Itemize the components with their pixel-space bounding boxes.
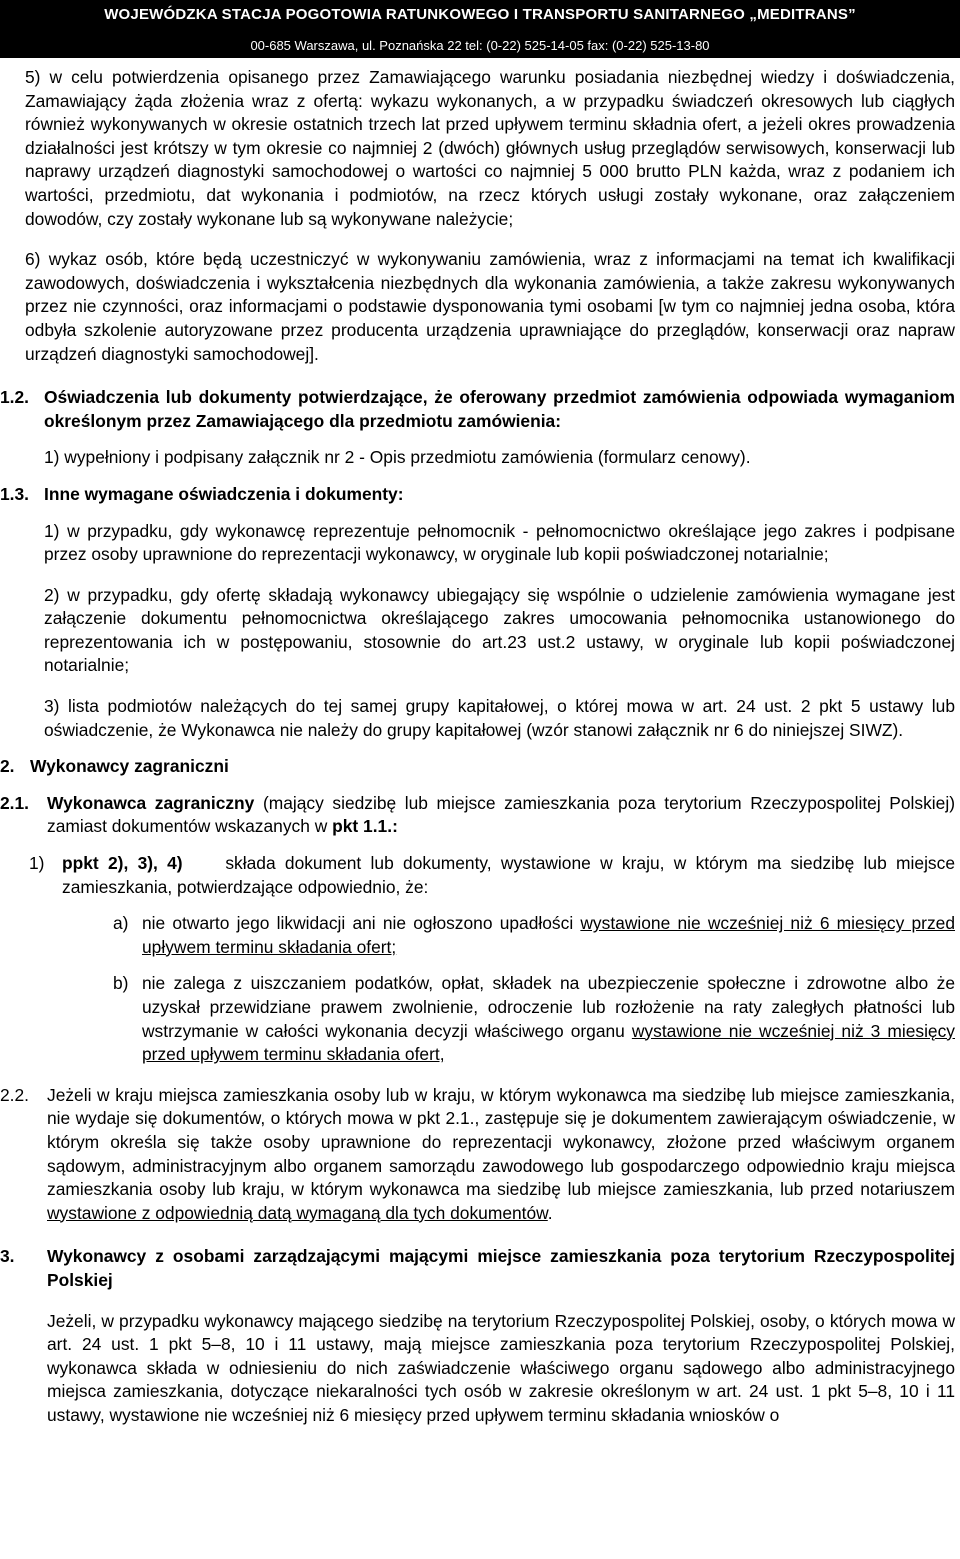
section-number: 1.3.	[0, 483, 30, 504]
section-2-1-text	[47, 792, 955, 839]
header-address: 00-685 Warszawa, ul. Poznańska 22 tel: (0-22) 525-14-05 fax: (0-22) 525-13-80	[250, 38, 710, 53]
section-number: 2.1.	[0, 792, 30, 813]
section-number: 2.	[0, 756, 15, 777]
section-3	[0, 1245, 955, 1292]
section-1-3	[0, 483, 955, 507]
text-span: nie otwarto jego likwidacji ani nie ogłoszono upadłości	[142, 913, 581, 934]
section-1-3-item-3: 3) lista podmiotów należących do tej samej grupy kapitałowej, o której mowa w art. 24 ust. 2 pkt 5 ustawy lub oświadczenie, że Wykonawca nie należy do grupy kapitałowej (wzór stanowi załącznik nr 6 do niniejszej SIWZ).	[44, 696, 955, 740]
section-2	[0, 755, 955, 779]
paragraph-5: 5) w celu potwierdzenia opisanego przez Zamawiającego warunku posiadania niezbędnej wiedzy i doświadczenia, Zamawiający żąda złożenia wraz z ofertą: wykazu wykonanych, a w przypadku świadczeń okresowych lub ciągłych również wykonywanych w okresie ostatnich trzech lat przed upływem terminu składnia ofert, a jeżeli okres prowadzenia działalności jest krótszy w tym okresie co najmniej 2 (dwóch) głównych usług przeglądów serwisowych, konserwacji lub naprawy urządzeń diagnostyki samochodowej o wartości co najmniej 5 000 brutto PLN każda, wraz z podaniem ich wartości, przedmiotu, dat wykonania i podmiotów, na rzecz których usługi zostały wykonane, oraz załączeniem dowodów, czy zostały wykonane lub są wykonywane należycie;	[25, 67, 955, 229]
item-text	[47, 852, 955, 899]
document-body	[0, 66, 956, 1428]
section-number: 2.2.	[0, 1084, 30, 1105]
dash	[192, 852, 216, 876]
section-2-1-item-b	[30, 972, 955, 1066]
bold-ref: pkt 1.1.:	[332, 816, 398, 837]
text-span: składa dokument lub dokumenty, wystawione w kraju, w którym ma siedzibę lub miejsce zamieszkania, potwierdzające odpowiednio, że:	[62, 853, 955, 897]
section-heading: Inne wymagane oświadczenia i dokumenty:	[44, 483, 404, 504]
header-title: WOJEWÓDZKA STACJA POGOTOWIA RATUNKOWEGO I TRANSPORTU SANITARNEGO „MEDITRANS”	[104, 6, 856, 23]
text-span: (mający siedzibę lub miejsce zamieszkania poza terytorium Rzeczypospolitej Polskiej) zamiast dokumentów wskazanych w	[47, 792, 955, 837]
section-1-2	[0, 386, 955, 433]
section-number: 1.2.	[0, 387, 30, 408]
underlined-text: wystawione nie wcześniej niż 3 miesięcy przed upływem terminu składania ofert,	[142, 1020, 955, 1065]
bold-term: Wykonawca zagraniczny	[47, 792, 255, 813]
item-text	[142, 972, 955, 1066]
section-1-3-item-1: 1) w przypadku, gdy wykonawcę reprezentuje pełnomocnik - pełnomocnictwo określające jego zakres i podpisane przez osoby uprawnione do reprezentacji wykonawcy, w oryginale lub kopii poświadczonej notarialnie;	[44, 520, 955, 565]
section-number: 3.	[0, 1246, 15, 1267]
text-span: .	[547, 1202, 553, 1223]
section-1-3-item-2: 2) w przypadku, gdy ofertę składają wykonawcy ubiegający się wspólnie o udzielenie zamówienia wymagane jest załączenie dokumentu pełnomocnictwa określającego zakres umocowania pełnomocnika ustanowionego do reprezentowania ich w postępowaniu, stosownie do art.23 ust.2 ustawy, w oryginale lub kopii poświadczonej notarialnie;	[44, 584, 955, 676]
text-span: Jeżeli w kraju miejsca zamieszkania osoby lub w kraju, w którym wykonawca ma siedzibę lub miejsce zamieszkania, nie wydaje się dokumentów, o których mowa w pkt 2.1., zastępuje się je dokumentem zawierającym oświadczenie, w którym określa się także osoby uprawnione do reprezentacji wykonawcy, złożone przed właściwym organem sądowym, administracyjnym albo organem samorządu zawodowego lub gospodarczego odpowiednio kraju miejsca zamieszkania osoby lub kraju, w którym wykonawca ma siedzibę lub miejsce zamieszkania, lub przed notariuszem	[47, 1084, 955, 1200]
section-2-1	[0, 792, 955, 839]
section-3-paragraph: Jeżeli, w przypadku wykonawcy mającego siedzibę na terytorium Rzeczypospolitej Polskiej, osoby, o których mowa w art. 24 ust. 1 pkt 5–8, 10 i 11 ustawy, mają miejsce zamieszkania poza terytorium Rzeczypospolitej Polskiej, wykonawca składa w odniesieniu do nich zaświadczenie właściwego organu sądowego albo administracyjnego miejsca zamieszkania, dotyczące niekaralności tych osób w zakresie określonym w art. 24 ust. 1 pkt 5–8, 10 i 11 ustawy, wystawione nie wcześniej niż 6 miesięcy przed upływem terminu składania wniosków o	[47, 1310, 955, 1425]
section-heading: Oświadczenia lub dokumenty potwierdzające, że oferowany przedmiot zamówienia odpowiada wymaganiom określonym przez Zamawiającego dla przedmiotu zamówienia:	[44, 387, 955, 431]
section-heading: Wykonawcy z osobami zarządzającymi mającymi miejsce zamieszkania poza terytorium Rzeczypospolitej Polskiej	[47, 1246, 955, 1290]
item-text	[142, 912, 955, 959]
section-1-2-item-1: 1) wypełniony i podpisany załącznik nr 2 - Opis przedmiotu zamówienia (formularz cenowy).	[44, 447, 751, 468]
item-letter: b)	[113, 973, 129, 994]
section-2-2-text	[47, 1084, 955, 1226]
item-letter: a)	[113, 913, 129, 934]
item-number: 1)	[29, 853, 45, 874]
underlined-text: wystawione z odpowiednią datą wymaganą dla tych dokumentów	[47, 1202, 548, 1223]
section-2-2	[0, 1084, 955, 1226]
paragraph-6: 6) wykaz osób, które będą uczestniczyć w wykonywaniu zamówienia, wraz z informacjami na temat ich kwalifikacji zawodowych, doświadczenia i wykształcenia niezbędnych dla wykonania zamówienia, a także zakresu wykonywanych przez nie czynności, oraz informacjami o podstawie dysponowania tymi osobami [w tym co najmniej jedna osoba, która odbyła szkolenie autoryzowane przez producenta urządzenia uprawniające do przeglądów, konserwacji oraz napraw urządzeń diagnostyki samochodowej].	[25, 249, 955, 364]
section-heading: Wykonawcy zagraniczni	[30, 756, 229, 777]
underlined-text: wystawione nie wcześniej niż 6 miesięcy przed upływem terminu składania ofert;	[142, 913, 956, 957]
section-2-1-item-a	[30, 912, 955, 959]
text-span: nie zalega z uiszczaniem podatków, opłat, składek na ubezpieczenie społeczne i zdrowotne albo że uzyskał przewidziane prawem zwolnienie, odroczenie lub rozłożenie na raty zaległych płatności lub wstrzymanie w całości wykonania decyzji właściwego organu	[142, 973, 955, 1041]
bold-term: ppkt 2), 3), 4)	[62, 853, 192, 874]
section-2-1-item-1	[30, 852, 955, 899]
page-header	[0, 0, 960, 58]
